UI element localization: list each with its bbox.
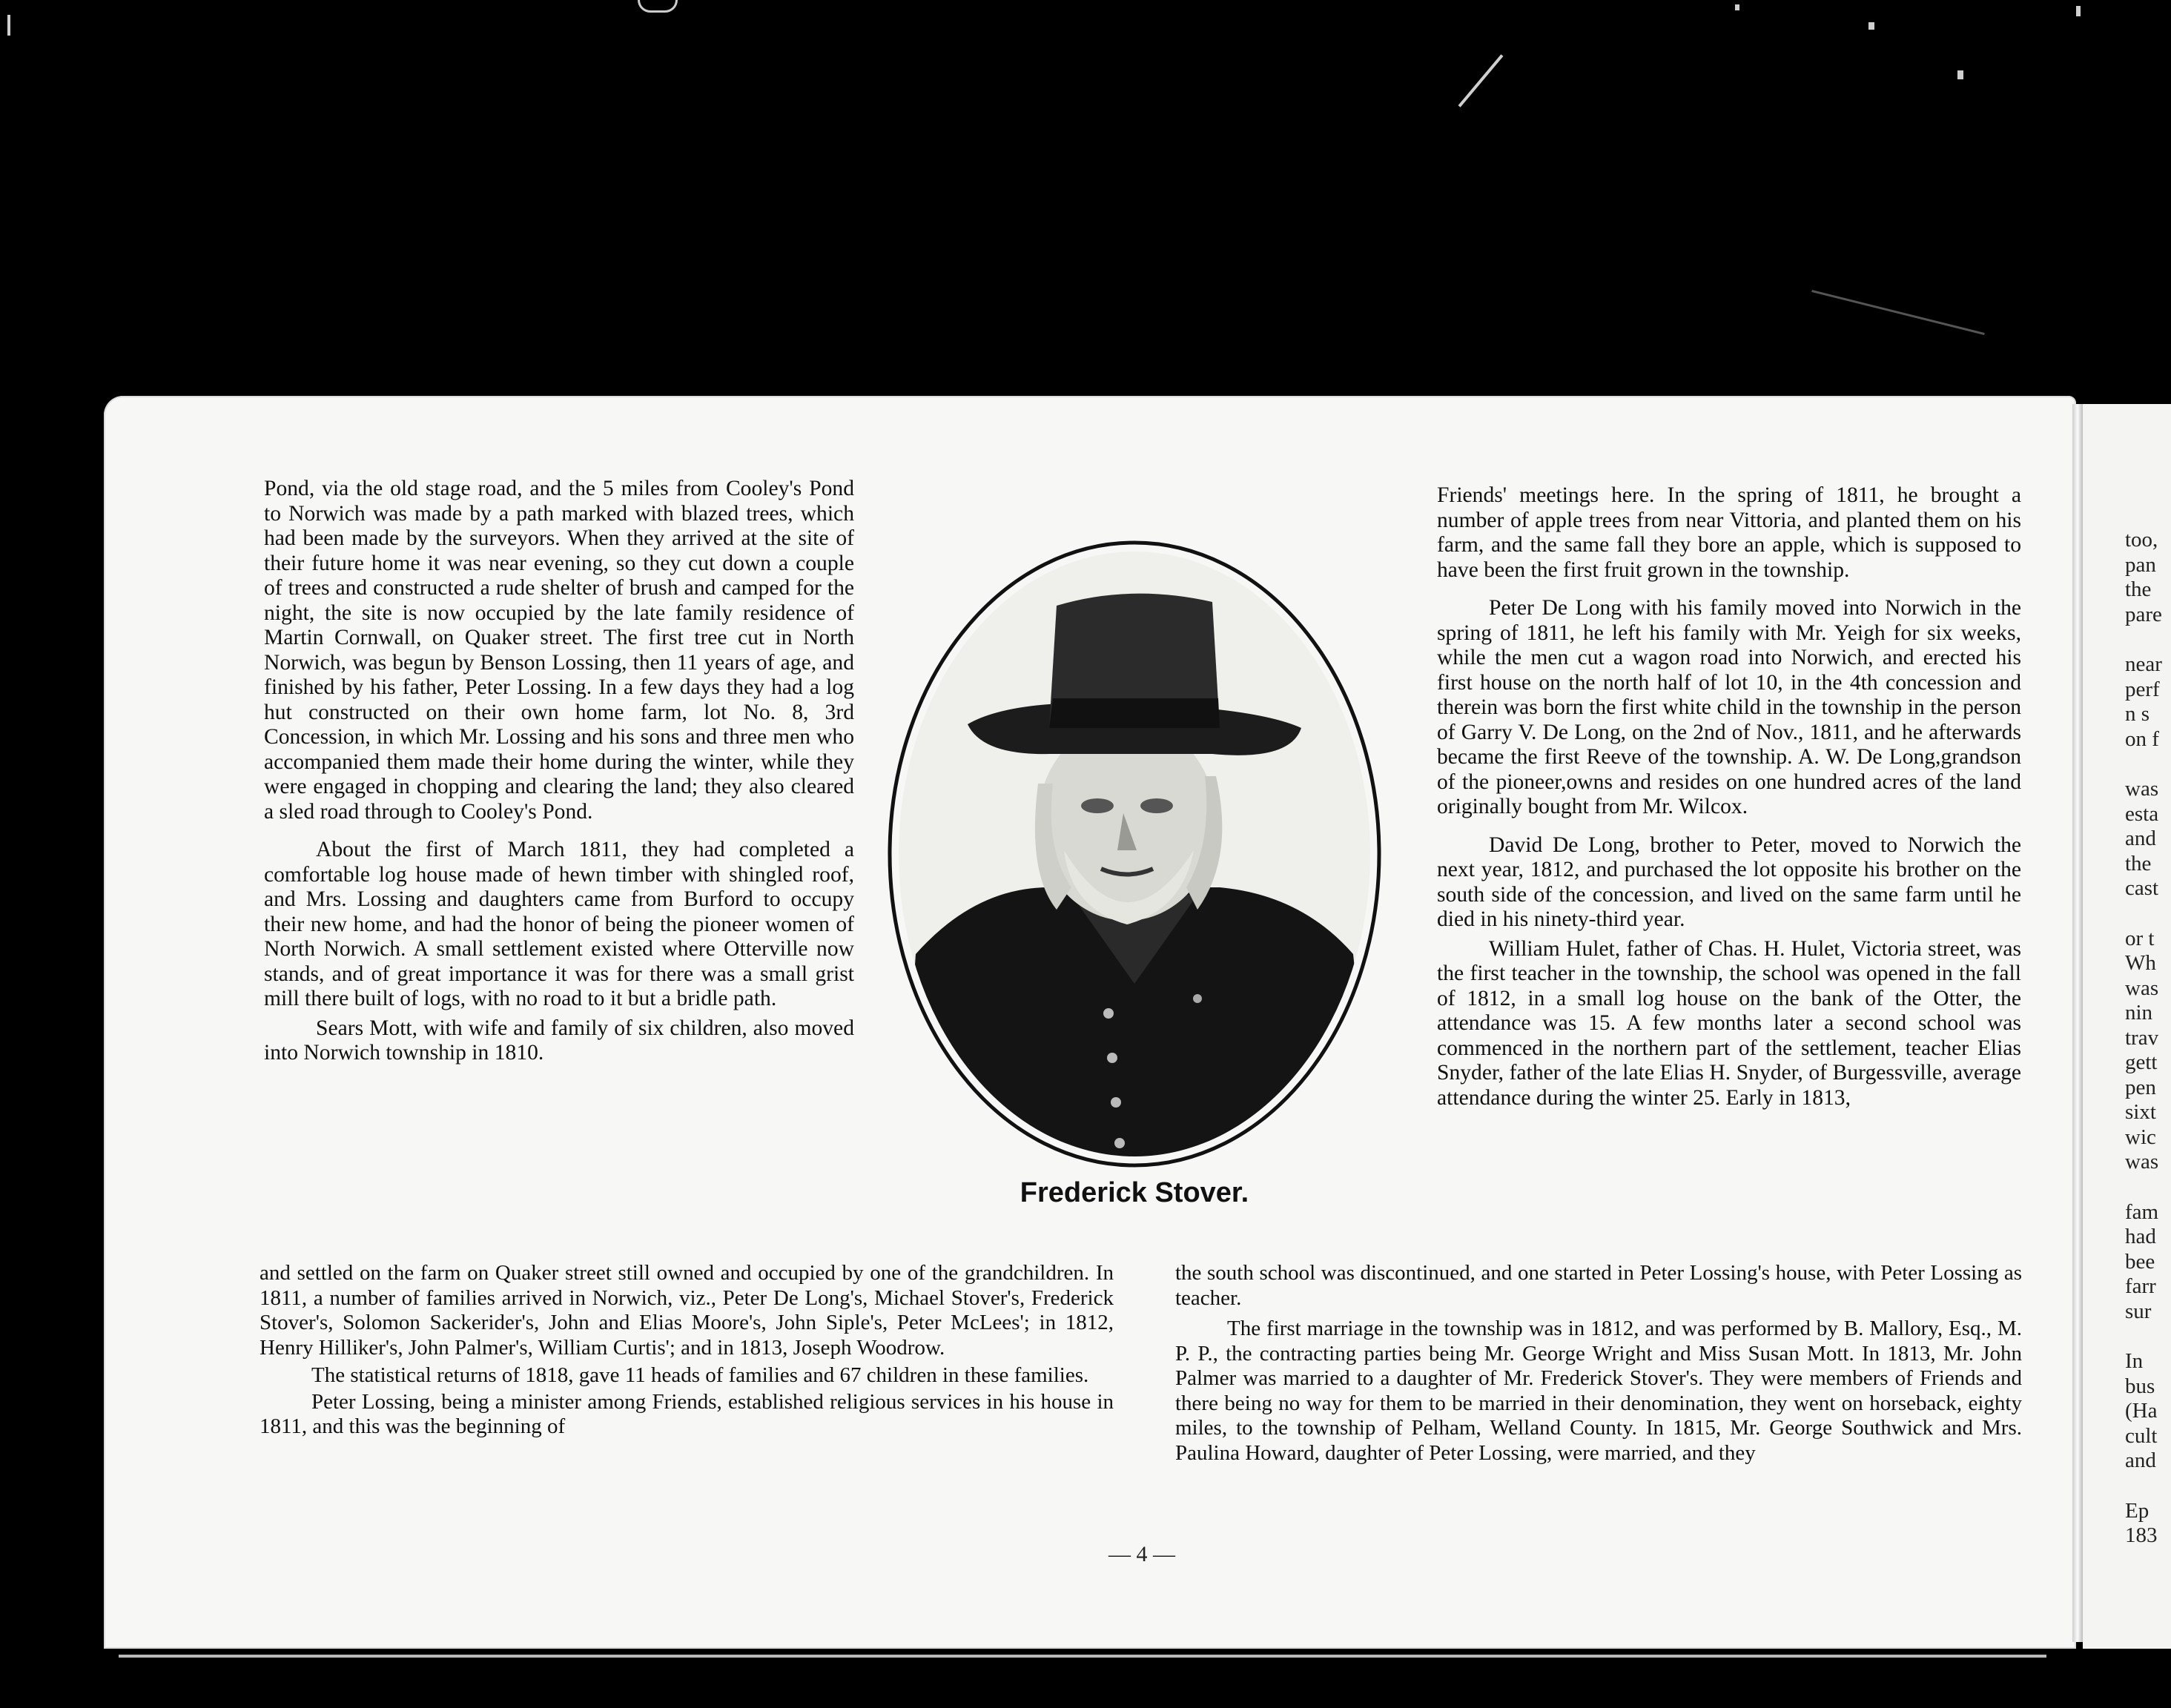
paragraph: About the first of March 1811, they had completed a comfortable log house made of hewn timber with shingled roof, and Mrs. Lossing and daughters came from Burford to occupy their new home, and had the honor of being the pioneer women of North Norwich. A small settlement existed where Otterville now stands, and of great importance it was for there was a small grist mill there built of logs, with no road to it but a bridle path.: [264, 838, 854, 1010]
paragraph: Friends' meetings here. In the spring of 1811, he brought a number of apple trees from near Vittoria, and planted them on his farm, and the same fall they bore an apple, which is supposed to have been the first fruit grown in the township.: [1437, 483, 2021, 582]
next-page-fragment: sur: [2125, 1299, 2152, 1323]
scan-speck: [638, 0, 678, 13]
left-column: [264, 477, 854, 1066]
next-page-fragment: was: [2125, 777, 2159, 801]
next-page-fragment: on f: [2125, 726, 2159, 751]
scan-bottom-margin: [104, 1649, 2171, 1708]
next-page-fragment: or t: [2125, 926, 2155, 950]
next-page-fragment: gett: [2125, 1050, 2158, 1074]
portrait-photo: [886, 539, 1383, 1169]
next-page-fragment: trav: [2125, 1025, 2159, 1050]
next-page-fragment: n s: [2125, 702, 2150, 726]
paragraph: The first marriage in the township was in 1812, and was performed by B. Mallory, Esq., M. P. P., the contracting parties being Mr. George Wright and Miss Susan Mott. In 1813, Mr. John Palmer was married to a daughter of Mr. Frederick Stover's. They were members of Friends and there being no way for them to be married in their denomination, they went on horseback, eighty miles, to the township of Pelham, Welland County. In 1815, Mr. George Southwick and Mrs. Paulina Howard, daughter of Peter Lossing, were married, and they: [1175, 1317, 2022, 1465]
paragraph: Pond, via the old stage road, and the 5 miles from Cooley's Pond to Norwich was made by a path marked with blazed trees, which had been made by the surveyors. When they arrived at the site of their future home it was near evening, so they cut down a couple of trees and constructed a rude shelter of brush and camped for the night, the site is now occupied by the late family residence of Martin Cornwall, on Quaker street. The first tree cut in North Norwich, was begun by Benson Lossing, then 11 years of age, and finished by his father, Peter Lossing. In a few days they had a log hut constructed on their own home farm, lot No. 8, 3rd Concession, in which Mr. Lossing and his sons and three men who accompanied them made their home during the winter, while they were engaged in chopping and clearing the land; they also cleared a sled road through to Cooley's Pond.: [264, 477, 854, 824]
next-page-fragment: farr: [2125, 1274, 2156, 1298]
scan-speck: [1735, 4, 1739, 10]
next-page-fragment: esta: [2125, 801, 2159, 826]
next-page-fragment: and: [2125, 827, 2156, 850]
bottom-right-text: [1175, 1261, 2022, 1466]
paragraph: William Hulet, father of Chas. H. Hulet, Victoria street, was the first teacher in the township, the school was opened in the fall of 1812, in a small log house on the bank of the Otter, the attendance was 15. A few months later a second school was commenced in the northern part of the settlement, teacher Elias Snyder, father of the late Elias H. Snyder, of Burgessville, average attendance during the winter 25. Early in 1813,: [1437, 936, 2021, 1110]
paragraph: the south school was discontinued, and one started in Peter Lossing's house, with Peter Lossing as teacher.: [1175, 1261, 2022, 1310]
next-page-fragment: perf: [2125, 677, 2160, 701]
next-page-fragment: (Ha: [2125, 1399, 2158, 1423]
paragraph: The statistical returns of 1818, gave 11 heads of families and 67 children in these families.: [311, 1363, 1089, 1387]
scan-speck: [1458, 54, 1504, 107]
next-page-fragment: was: [2125, 976, 2159, 1000]
paragraph: Sears Mott, with wife and family of six children, also moved into Norwich township in 1810.: [264, 1016, 854, 1065]
next-page-fragment: was: [2125, 1150, 2159, 1174]
next-page-fragment: too,: [2125, 528, 2158, 552]
scan-speck: [1868, 22, 1874, 30]
scan-speck: [7, 15, 10, 36]
next-page-fragment: pare: [2125, 602, 2162, 626]
next-page-fragment: near: [2125, 652, 2162, 676]
next-page-fragment: and: [2125, 1449, 2156, 1472]
next-page-fragment: pen: [2125, 1075, 2156, 1099]
next-page-fragment: had: [2125, 1225, 2156, 1248]
scan-speck: [1811, 290, 1985, 335]
page-number: — 4 —: [1108, 1542, 1175, 1566]
paragraph: David De Long, brother to Peter, moved to Norwich the next year, 1812, and purchased the lot opposite his brother on the south side of the concession, and lived on the same farm until he died in his ninety-third year.: [1437, 833, 2021, 931]
bottom-left-text: [260, 1261, 1114, 1440]
portrait-caption: Frederick Stover.: [1020, 1177, 1249, 1208]
scan-speck: [2076, 6, 2081, 16]
next-page-fragment: nin: [2125, 1001, 2153, 1025]
paragraph: Peter Lossing, being a minister among Friends, established religious services in his house in 1811, and this was the beginning of: [260, 1389, 1114, 1438]
next-page-fragment: cast: [2125, 876, 2159, 900]
next-page-fragment: In: [2125, 1349, 2144, 1373]
next-page-fragment: cult: [2125, 1423, 2158, 1448]
book-spine: [2072, 404, 2083, 1642]
next-page-fragment: 183: [2125, 1523, 2158, 1547]
right-column: [1437, 483, 2021, 1110]
next-page-fragment: bus: [2125, 1374, 2155, 1398]
next-page-fragment: the: [2125, 577, 2152, 601]
next-page-fragment: pan: [2125, 552, 2156, 577]
next-page-fragment: Ep: [2125, 1498, 2149, 1523]
next-page-fragment: fam: [2125, 1199, 2159, 1224]
next-page-fragment: bee: [2125, 1249, 2155, 1274]
paragraph: and settled on the farm on Quaker street still owned and occupied by one of the grandchildren. In 1811, a number of families arrived in Norwich, viz., Peter De Long's, Michael Stover's, Frederick Stover's, Solomon Sackerider's, John and Elias Moore's, John Siple's, Peter McLees'; in 1812, Henry Hilliker's, John Palmer's, William Curtis'; and in 1813, Joseph Woodrow.: [260, 1261, 1114, 1360]
next-page-fragment: sixt: [2125, 1100, 2156, 1124]
next-page-fragment: Wh: [2125, 951, 2156, 975]
scan-speck: [1957, 70, 1963, 79]
paragraph: Peter De Long with his family moved into Norwich in the spring of 1811, he left his family with Mr. Yeigh for six weeks, while the men cut a wagon road into Norwich, and erected his first house on the north half of lot 10, in the 4th concession and therein was born the first white child in the township in the person of Garry V. De Long, on the 2nd of Nov., 1811, and he afterwards became the first Reeve of the township. A. W. De Long,grandson of the pioneer,owns and resides on one hundred acres of the land originally bought from Mr. Wilcox.: [1437, 596, 2021, 818]
next-page-fragment: wic: [2125, 1125, 2156, 1149]
page-bottom-edge: [119, 1655, 2046, 1658]
next-page-fragment: the: [2125, 851, 2152, 875]
